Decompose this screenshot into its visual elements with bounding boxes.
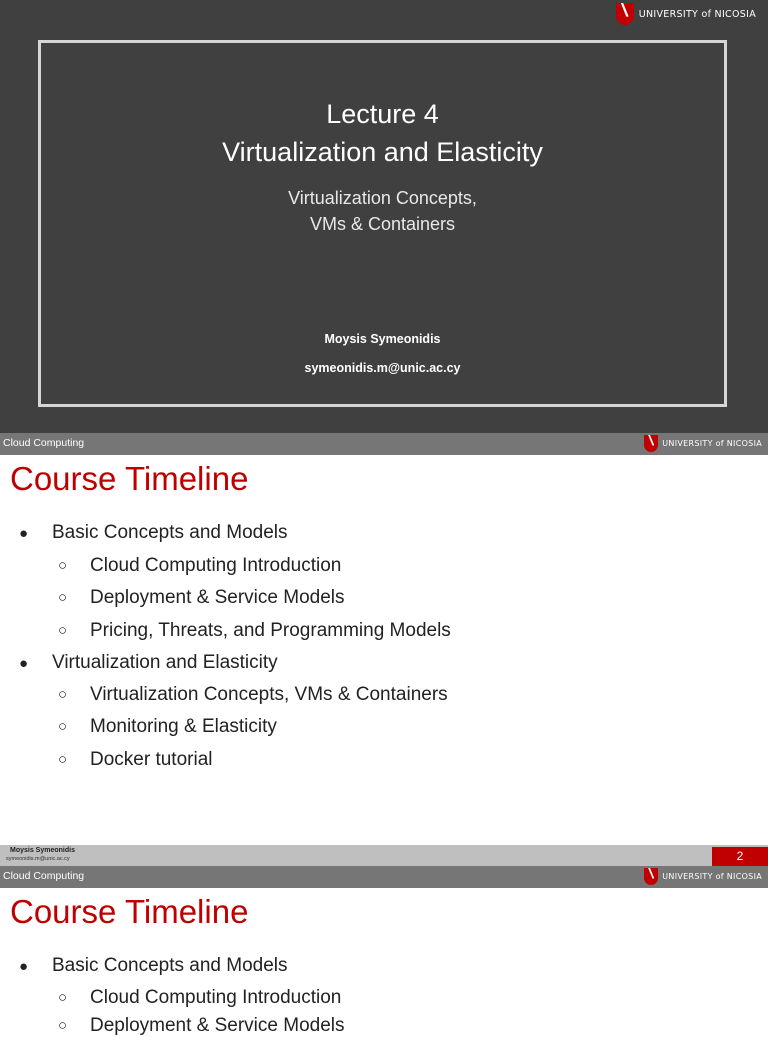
bullet-filled-icon: ● bbox=[19, 958, 29, 975]
bullet-hollow-icon: ○ bbox=[58, 589, 68, 606]
university-logo bbox=[644, 868, 762, 885]
bullet-filled-icon: ● bbox=[19, 525, 29, 542]
bullet-hollow-icon: ○ bbox=[58, 1017, 68, 1034]
logo-text: UNIVERSITY of NICOSIA bbox=[662, 439, 762, 448]
list-item bbox=[58, 1015, 345, 1036]
list-item bbox=[58, 684, 448, 706]
logo-text: UNIVERSITY of NICOSIA bbox=[638, 8, 756, 20]
list-item-text: Basic Concepts and Models bbox=[52, 955, 288, 976]
list-item-text: Monitoring & Elasticity bbox=[90, 716, 277, 737]
footer-author: Moysis Symeonidis bbox=[10, 847, 75, 854]
list-item-text: Virtualization Concepts, VMs & Containers bbox=[90, 684, 448, 705]
list-item bbox=[58, 620, 451, 642]
course-header-bar bbox=[0, 433, 768, 455]
course-name: Cloud Computing bbox=[3, 870, 85, 882]
bullet-hollow-icon: ○ bbox=[58, 686, 68, 703]
title-frame bbox=[38, 40, 727, 407]
list-item-text: Deployment & Service Models bbox=[90, 587, 345, 608]
bullet-hollow-icon: ○ bbox=[58, 751, 68, 768]
list-item bbox=[19, 955, 288, 977]
university-shield-icon bbox=[644, 435, 658, 452]
university-logo bbox=[644, 435, 762, 452]
bullet-hollow-icon: ○ bbox=[58, 622, 68, 639]
list-item-text: Deployment & Service Models bbox=[90, 1015, 345, 1036]
author-email: symeonidis.m@unic.ac.cy bbox=[304, 361, 461, 375]
university-shield-icon bbox=[644, 868, 658, 885]
list-item-text: Virtualization and Elasticity bbox=[52, 652, 278, 673]
logo-text: UNIVERSITY of NICOSIA bbox=[662, 872, 762, 881]
list-item-text: Basic Concepts and Models bbox=[52, 522, 288, 543]
list-item bbox=[58, 587, 345, 609]
list-item bbox=[19, 652, 278, 674]
slide-title: Course Timeline bbox=[10, 893, 249, 930]
list-item-text: Cloud Computing Introduction bbox=[90, 555, 342, 576]
author-name: Moysis Symeonidis bbox=[324, 332, 441, 346]
slide-title: Course Timeline bbox=[10, 460, 249, 497]
bullet-hollow-icon: ○ bbox=[58, 989, 68, 1006]
list-item bbox=[58, 555, 342, 577]
course-header-bar bbox=[0, 866, 768, 888]
list-item-text: Cloud Computing Introduction bbox=[90, 987, 342, 1008]
university-shield-icon bbox=[616, 3, 634, 25]
list-item-text: Docker tutorial bbox=[90, 749, 213, 770]
university-logo bbox=[616, 3, 756, 25]
list-item bbox=[19, 522, 288, 544]
slide-footer bbox=[0, 845, 768, 866]
title-slide bbox=[0, 0, 768, 433]
page-number: 2 bbox=[712, 847, 768, 866]
course-name: Cloud Computing bbox=[3, 437, 85, 449]
bullet-filled-icon: ● bbox=[19, 655, 29, 672]
list-item bbox=[58, 716, 277, 738]
footer-email: symeonidis.m@unic.ac.cy bbox=[6, 856, 70, 862]
lecture-number: Lecture 4 bbox=[326, 99, 439, 129]
lecture-subtitle-line2: VMs & Containers bbox=[309, 214, 456, 234]
list-item bbox=[58, 987, 342, 1009]
list-item bbox=[58, 749, 213, 771]
list-item-text: Pricing, Threats, and Programming Models bbox=[90, 620, 451, 641]
lecture-title: Virtualization and Elasticity bbox=[222, 137, 543, 167]
bullet-hollow-icon: ○ bbox=[58, 557, 68, 574]
lecture-subtitle-line1: Virtualization Concepts, bbox=[288, 188, 477, 208]
bullet-hollow-icon: ○ bbox=[58, 718, 68, 735]
